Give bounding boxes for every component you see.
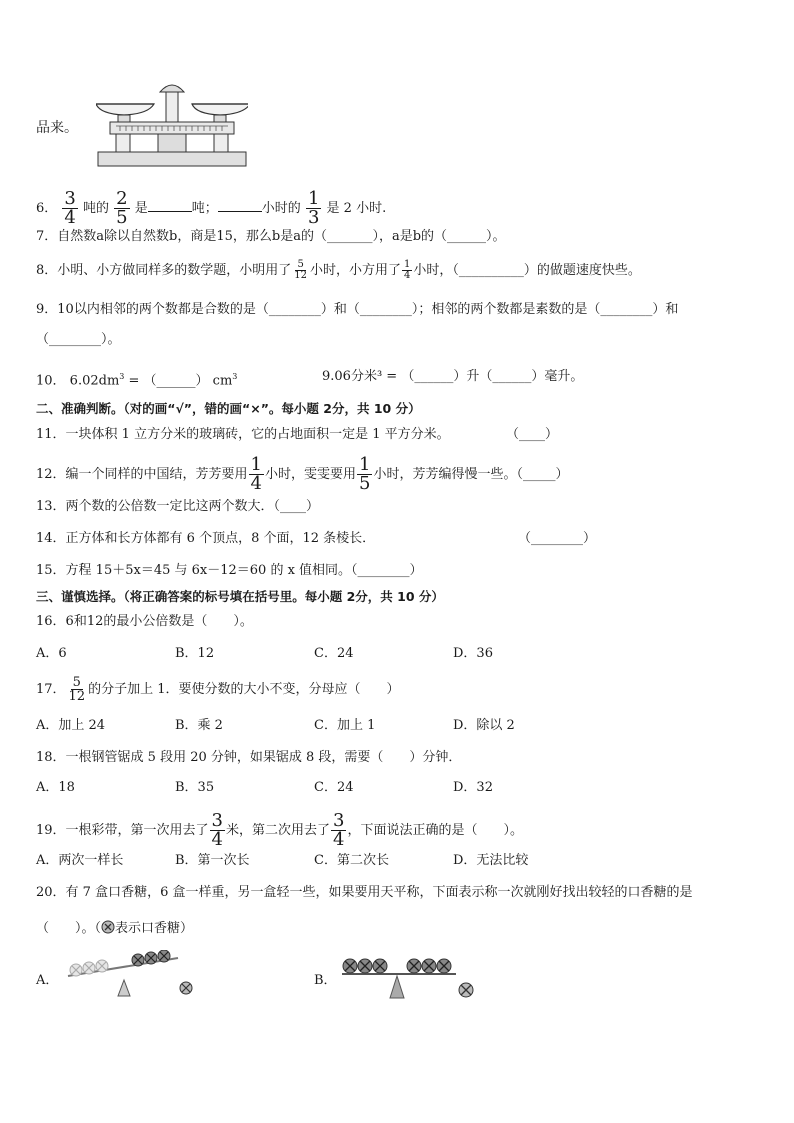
question-8: 8．小明、小方做同样多的数学题，小明用了 $\frac{5}{12}$ 小时，小方用了 $\frac{1}{4}$ 小时，（__________）的做题速度快些。 bbox=[36, 259, 641, 281]
question-20-cont: （ ）。（ 表示口香糖） bbox=[36, 921, 194, 936]
question-16: 16．6和12的最小公倍数是（ ）。 bbox=[36, 614, 253, 629]
q20-option-b[interactable]: B． bbox=[314, 973, 337, 988]
q19-option-a[interactable]: A．两次一样长 bbox=[36, 853, 124, 868]
question-14-blank: （________） bbox=[518, 531, 597, 546]
q17-option-a[interactable]: A．加上 24 bbox=[36, 718, 106, 733]
q17-option-b[interactable]: B．乘 2 bbox=[175, 718, 223, 733]
q18-option-c[interactable]: C．24 bbox=[314, 780, 354, 795]
q16-option-d[interactable]: D．36 bbox=[453, 646, 493, 661]
question-18: 18．一根钢管锯成 5 段用 20 分钟，如果锯成 8 段，需要（ ）分钟． bbox=[36, 750, 462, 765]
question-17: 17． $\frac{5}{12}$ 的分子加上 1．要使分数的大小不变，分母应（ ） bbox=[36, 675, 400, 704]
answer-blank[interactable] bbox=[148, 199, 192, 212]
question-6: 6． $\frac{3}{4}$ 吨的 $\frac{2}{5}$ 是 吨； 小时的 $\frac{1}{3}$ 是 2 小时. bbox=[36, 188, 387, 228]
question-13: 13．两个数的公倍数一定比这两个数大．（____） bbox=[36, 499, 320, 514]
question-7: 7．自然数a除以自然数b，商是15，那么b是a的（_______），a是b的（______）。 bbox=[36, 229, 506, 244]
question-11: 11．一块体积 1 立方分米的玻璃砖，它的占地面积一定是 1 平方分米。 bbox=[36, 427, 450, 442]
section-2-heading: 二、准确判断。（对的画“√”，错的画“×”。每小题 2分，共 10 分） bbox=[36, 401, 421, 416]
question-19: 19．一根彩带，第一次用去了 $\frac{3}{4}$ 米，第二次用去了 $\frac{3}{4}$ ，下面说法正确的是（ ）。 bbox=[36, 810, 523, 850]
q18-option-d[interactable]: D．32 bbox=[453, 780, 493, 795]
option-a-tilted-balance[interactable] bbox=[66, 950, 206, 1000]
balance-scale-image bbox=[96, 78, 248, 170]
q18-option-a[interactable]: A．18 bbox=[36, 780, 75, 795]
answer-blank[interactable] bbox=[218, 199, 262, 212]
q19-option-c[interactable]: C．第二次长 bbox=[314, 853, 389, 868]
q5-tail: 品来。 bbox=[36, 120, 78, 136]
question-12: 12．编一个同样的中国结，芳芳要用 $\frac{1}{4}$ 小时，雯雯要用 $\frac{1}{5}$ 小时，芳芳编得慢一些。（_____） bbox=[36, 454, 569, 494]
question-20: 20．有 7 盒口香糖，6 盒一样重，另一盒轻一些，如果要用天平称，下面表示称一次就刚好找出较轻的口香糖的是 bbox=[36, 885, 693, 900]
question-9: 9．10以内相邻的两个数都是合数的是（________）和（________）；相邻的两个数都是素数的是（________）和 bbox=[36, 302, 679, 317]
q16-option-a[interactable]: A．6 bbox=[36, 646, 67, 661]
q16-option-b[interactable]: B．12 bbox=[175, 646, 215, 661]
question-11-blank: （____） bbox=[506, 427, 559, 442]
question-15: 15．方程 15＋5x＝45 与 6x－12＝60 的 x 值相同。（________） bbox=[36, 563, 423, 578]
q18-option-b[interactable]: B．35 bbox=[175, 780, 215, 795]
q17-option-c[interactable]: C．加上 1 bbox=[314, 718, 376, 733]
q20-option-a[interactable]: A． bbox=[36, 973, 59, 988]
section-3-heading: 三、谨慎选择。（将正确答案的标号填在括号里。每小题 2分，共 10 分） bbox=[36, 589, 444, 604]
q17-option-d[interactable]: D．除以 2 bbox=[453, 718, 515, 733]
q19-option-d[interactable]: D．无法比较 bbox=[453, 853, 529, 868]
q16-option-c[interactable]: C．24 bbox=[314, 646, 354, 661]
question-10a: 10． $6.02dm^3$ = （______） $cm^3$ bbox=[36, 372, 238, 389]
question-9-cont: （________）。 bbox=[36, 332, 121, 347]
q19-option-b[interactable]: B．第一次长 bbox=[175, 853, 250, 868]
gum-icon bbox=[101, 920, 115, 934]
question-14: 14．正方体和长方体都有 6 个顶点，8 个面，12 条棱长． bbox=[36, 531, 376, 546]
question-10b: 9.06分米³ = （______）升（______）毫升。 bbox=[322, 369, 584, 384]
option-b-level-balance[interactable] bbox=[340, 954, 480, 1004]
